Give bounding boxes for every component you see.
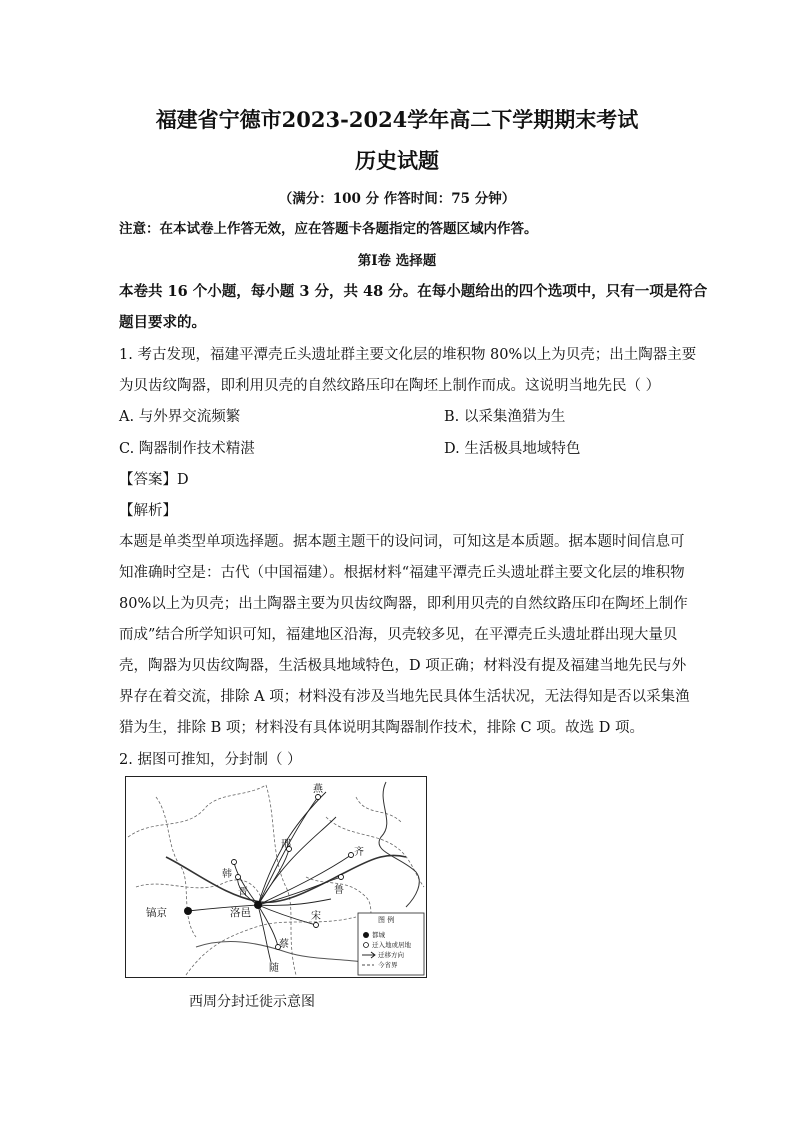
q1-stem-line-1: 1. 考古发现，福建平潭壳丘头遗址群主要文化层的堆积物 80%以上为贝壳；出土陶器主要 <box>119 347 697 363</box>
legend-boundary: 今省界 <box>378 961 398 969</box>
score-info: （满分：100 分 作答时间：75 分钟） <box>278 191 516 207</box>
map-label-luoyi: 洛邑 <box>230 907 251 919</box>
map-label-sui: 随 <box>269 963 279 974</box>
map-caption: 西周分封迁徙示意图 <box>189 994 315 1010</box>
exam-subject: 历史试题 <box>355 148 439 173</box>
map-label-han: 韩 <box>222 869 232 880</box>
q1-analysis-label: 【解析】 <box>119 503 177 519</box>
map-label-lu: 鲁 <box>334 885 344 896</box>
map-label-qi: 齐 <box>354 847 364 858</box>
map-label-haojing: 镐京 <box>146 907 167 919</box>
q1-analysis-line-7: 猎为生，排除 B 项；材料没有具体说明其陶器制作技术，排除 C 项。故选 D 项。 <box>119 720 645 736</box>
legend-fief: 迁入地或居地 <box>372 941 411 949</box>
legend-capital: 都城 <box>372 931 385 939</box>
q1-option-c: C. 陶器制作技术精湛 <box>119 441 255 457</box>
q1-option-b: B. 以采集渔猎为生 <box>444 409 566 425</box>
map-label-jin: 晋 <box>238 887 248 898</box>
map-label-yan: 燕 <box>313 784 323 795</box>
q1-analysis-line-4: 而成”结合所学知识可知，福建地区沿海，贝壳较多见，在平潭壳丘头遗址群出现大量贝 <box>119 627 678 643</box>
q1-option-d: D. 生活极具地域特色 <box>444 441 581 457</box>
q1-option-a: A. 与外界交流频繁 <box>119 409 241 425</box>
q1-analysis-line-2: 知准确时空是：古代（中国福建）。根据材料“福建平潭壳丘头遗址群主要文化层的堆积物 <box>119 565 685 581</box>
map-label-cai: 蔡 <box>279 939 289 950</box>
q2-stem: 2. 据图可推知，分封制（ ） <box>119 752 302 768</box>
q1-analysis-line-6: 界存在着交流，排除 A 项；材料没有涉及当地先民具体生活状况，无法得知是否以采集渔 <box>119 689 690 705</box>
legend-migration: 迁移方向 <box>378 951 404 959</box>
legend-title: 图 例 <box>378 916 395 924</box>
map-label-song: 宋 <box>311 911 321 922</box>
q1-analysis-line-3: 80%以上为贝壳；出土陶器主要为贝齿纹陶器，即利用贝壳的自然纹路压印在陶坯上制作 <box>119 596 688 612</box>
map-label-xing: 邢 <box>281 839 291 850</box>
q1-analysis-line-1: 本题是单类型单项选择题。据本题主题干的设问词，可知这是本质题。据本题时间信息可 <box>119 534 685 550</box>
section-intro-line-2: 题目要求的。 <box>119 314 206 331</box>
q1-analysis-line-5: 壳，陶器为贝齿纹陶器，生活极具地域特色，D 项正确；材料没有提及福建当地先民与外 <box>119 658 687 674</box>
fengjian-migration-map <box>125 776 427 978</box>
q1-answer: 【答案】D <box>119 472 189 488</box>
section-intro-line-1: 本卷共 16 个小题，每小题 3 分，共 48 分。在每小题给出的四个选项中，只有一项是符合 <box>119 283 708 300</box>
q1-stem-line-2: 为贝齿纹陶器，即利用贝壳的自然纹路压印在陶坯上制作而成。这说明当地先民（ ） <box>119 378 661 394</box>
notice: 注意：在本试卷上作答无效，应在答题卡各题指定的答题区域内作答。 <box>119 221 538 237</box>
section-heading: 第Ⅰ卷 选择题 <box>357 253 437 269</box>
exam-title: 福建省宁德市2023-2024学年高二下学期期末考试 <box>155 107 639 132</box>
